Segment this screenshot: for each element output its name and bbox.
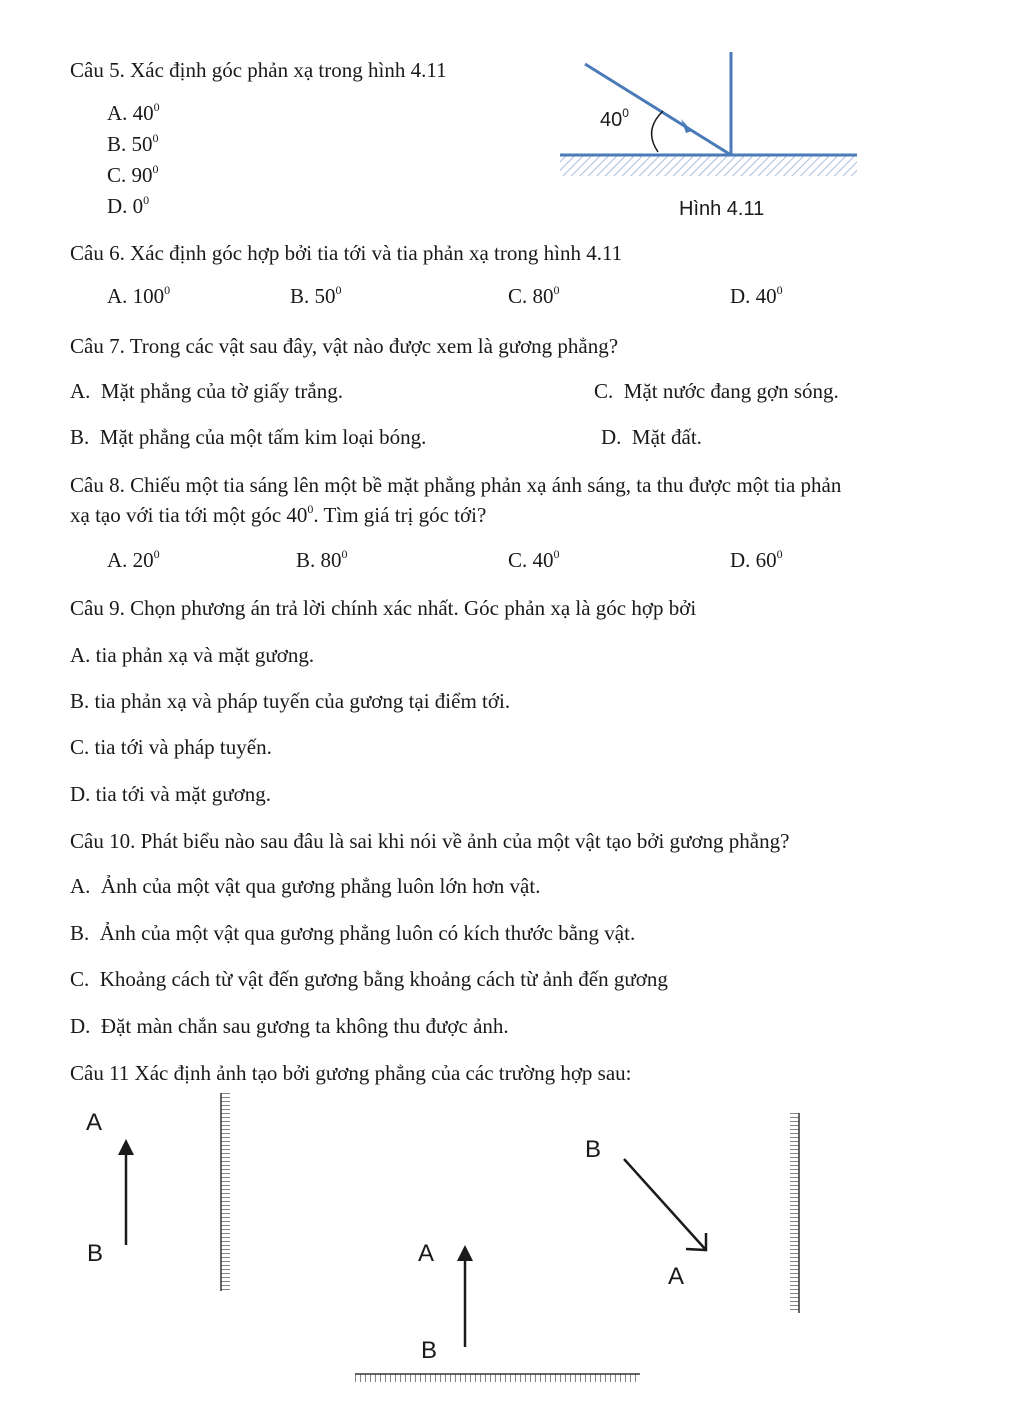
- q5-option-b[interactable]: B. $50^0$: [107, 131, 159, 156]
- q9-option-d[interactable]: D. tia tới và mặt gương.: [70, 782, 271, 806]
- mirror-hatch: [560, 156, 857, 176]
- case1-arrowhead: [118, 1139, 134, 1155]
- q11-figures: [0, 1085, 1024, 1395]
- q7-option-d[interactable]: D. Mặt đất.: [601, 425, 702, 449]
- q7-option-b[interactable]: B. Mặt phẳng của một tấm kim loại bóng.: [70, 425, 427, 449]
- q10-option-c[interactable]: C. Khoảng cách từ vật đến gương bằng khoảng cách từ ảnh đến gương: [70, 967, 668, 991]
- case3-label-b: B: [585, 1136, 602, 1163]
- case3-label-a: A: [668, 1263, 685, 1290]
- q8-option-c[interactable]: C. $40^0$: [508, 547, 560, 572]
- case2-label-a: A: [418, 1240, 435, 1267]
- q9-option-a[interactable]: A. tia phản xạ và mặt gương.: [70, 643, 315, 667]
- case2-label-b: B: [421, 1337, 438, 1364]
- q8-option-b[interactable]: B. $80^0$: [296, 547, 348, 572]
- case1-label-b: B: [87, 1240, 104, 1267]
- q9-question: Câu 9. Chọn phương án trả lời chính xác nhất. Góc phản xạ là góc hợp bởi: [70, 596, 697, 620]
- q8-option-d[interactable]: D. $60^0$: [730, 547, 783, 572]
- q8-option-a[interactable]: A. $20^0$: [107, 547, 160, 572]
- q9-option-b[interactable]: B. tia phản xạ và pháp tuyến của gương tại điểm tới.: [70, 689, 511, 713]
- case3-mirror: [790, 1113, 799, 1313]
- figure-angle-label: $40^0$: [600, 106, 629, 131]
- case1-mirror: [221, 1093, 230, 1291]
- q9-option-c[interactable]: C. tia tới và pháp tuyến.: [70, 735, 272, 759]
- q10-option-d[interactable]: D. Đặt màn chắn sau gương ta không thu được ảnh.: [70, 1014, 509, 1038]
- q5-option-a[interactable]: A. $40^0$: [107, 100, 160, 125]
- q10-question: Câu 10. Phát biểu nào sau đâu là sai khi nói về ảnh của một vật tạo bởi gương phẳng?: [70, 829, 790, 853]
- q10-option-b[interactable]: B. Ảnh của một vật qua gương phẳng luôn có kích thước bằng vật.: [70, 921, 636, 945]
- case2-arrowhead: [457, 1245, 473, 1261]
- q7-option-a[interactable]: A. Mặt phẳng của tờ giấy trắng.: [70, 379, 343, 403]
- figure-4-11: [0, 0, 1024, 240]
- q6-question: Câu 6. Xác định góc hợp bởi tia tới và tia phản xạ trong hình 4.11: [70, 241, 623, 265]
- q6-option-d[interactable]: D. $40^0$: [730, 283, 783, 308]
- q5-option-c[interactable]: C. $90^0$: [107, 162, 159, 187]
- case3-object: [624, 1159, 706, 1250]
- q6-option-a[interactable]: A. $100^0$: [107, 283, 171, 308]
- case1-label-a: A: [86, 1109, 103, 1136]
- figure-caption: Hình 4.11: [679, 198, 765, 220]
- q7-question: Câu 7. Trong các vật sau đây, vật nào được xem là gương phẳng?: [70, 334, 619, 358]
- q6-option-c[interactable]: C. $80^0$: [508, 283, 560, 308]
- q5-option-d[interactable]: D. $0^0$: [107, 193, 150, 218]
- q10-option-a[interactable]: A. Ảnh của một vật qua gương phẳng luôn lớn hơn vật.: [70, 874, 541, 898]
- angle-arc: [652, 111, 663, 152]
- q6-option-b[interactable]: B. $50^0$: [290, 283, 342, 308]
- q7-option-c[interactable]: C. Mặt nước đang gợn sóng.: [594, 379, 839, 403]
- q8-question-line1: Câu 8. Chiếu một tia sáng lên một bề mặt phẳng phản xạ ánh sáng, ta thu được một tia phản: [70, 473, 842, 497]
- q8-question-line2: xạ tạo với tia tới một góc $40^0$. Tìm giá trị góc tới?: [70, 502, 487, 527]
- q11-question: Câu 11 Xác định ảnh tạo bởi gương phẳng của các trường hợp sau:: [70, 1061, 632, 1085]
- case2-mirror: [355, 1374, 640, 1382]
- q5-question: Câu 5. Xác định góc phản xạ trong hình 4.11: [70, 58, 447, 82]
